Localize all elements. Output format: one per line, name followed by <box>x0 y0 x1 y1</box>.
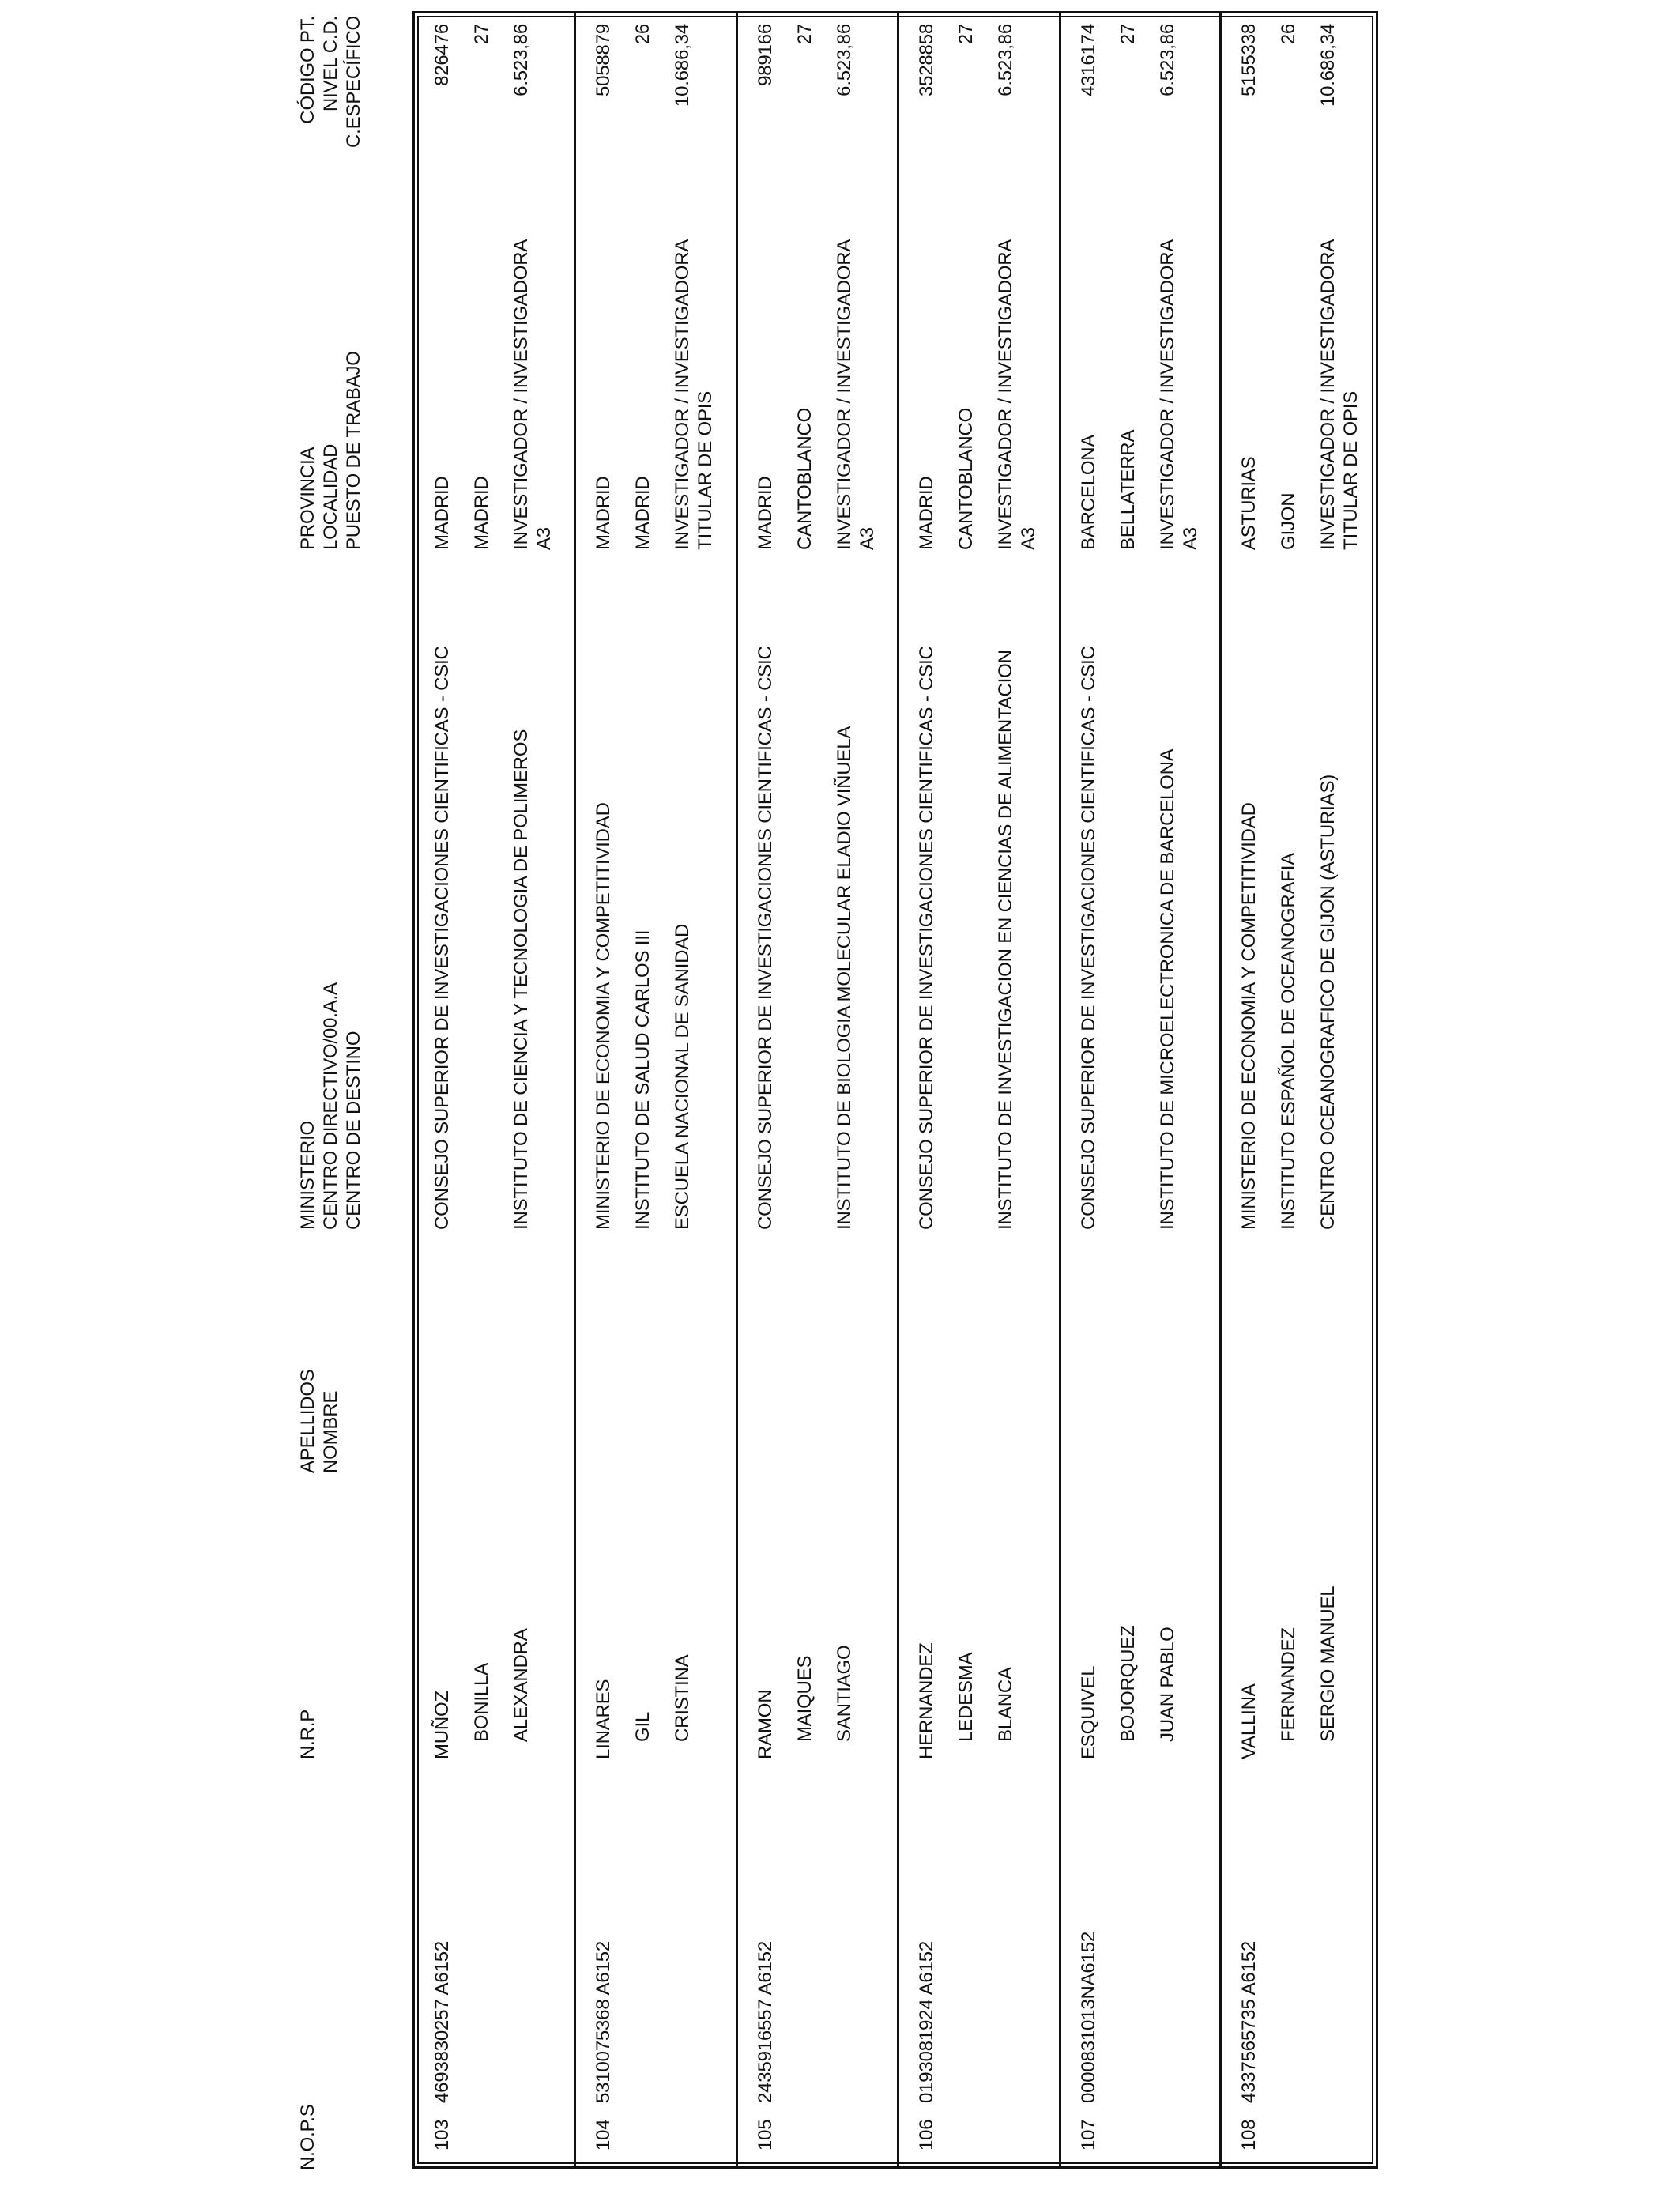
record-nombre: BLANCA <box>995 1667 1016 1742</box>
record-nombre: JUAN PABLO <box>1157 1627 1178 1742</box>
record-puesto: INVESTIGADOR / INVESTIGADORA <box>1317 239 1339 550</box>
record-c-especifico: 10.686,34 <box>1317 24 1339 107</box>
record-puesto-line2: A3 <box>857 527 878 550</box>
record-c-especifico: 6.523,86 <box>995 24 1016 96</box>
record-codigo-pt: 5058879 <box>593 24 614 97</box>
record-localidad: BELLATERRA <box>1117 429 1139 550</box>
header-puesto: PUESTO DE TRABAJO <box>343 351 364 550</box>
header-localidad: LOCALIDAD <box>320 443 341 550</box>
record-nombre: SANTIAGO <box>834 1645 855 1742</box>
record-apellido1: ESQUIVEL <box>1078 1665 1099 1759</box>
record-ministerio: CONSEJO SUPERIOR DE INVESTIGACIONES CIENTIFICAS - CSIC <box>1078 646 1099 1230</box>
record-nombre: CRISTINA <box>672 1654 693 1742</box>
record-centro-destino: CENTRO OCEANOGRAFICO DE GIJON (ASTURIAS) <box>1317 774 1339 1230</box>
record-centro-destino: INSTITUTO DE BIOLOGIA MOLECULAR ELADIO VIÑUELA <box>834 726 855 1230</box>
row-divider <box>736 13 738 2167</box>
record-apellido1: VALLINA <box>1238 1683 1260 1759</box>
record-nops: 104 <box>593 2119 614 2151</box>
record-centro-destino: ESCUELA NACIONAL DE SANIDAD <box>672 923 693 1230</box>
record-apellido2: BOJORQUEZ <box>1117 1625 1139 1742</box>
record-nops: 105 <box>755 2119 776 2151</box>
record-provincia: BARCELONA <box>1078 434 1099 550</box>
record-puesto: INVESTIGADOR / INVESTIGADORA <box>510 239 532 550</box>
record-c-especifico: 6.523,86 <box>834 24 855 96</box>
header-provincia: PROVINCIA <box>297 447 318 550</box>
record-provincia: ASTURIAS <box>1238 456 1260 550</box>
header-nombre: NOMBRE <box>320 1390 341 1473</box>
record-apellido1: MUÑOZ <box>431 1691 453 1759</box>
header-nops: N.O.P.S <box>297 2104 318 2170</box>
record-centro-destino: INSTITUTO DE INVESTIGACION EN CIENCIAS DE ALIMENTACION <box>995 650 1016 1230</box>
record-puesto: INVESTIGADOR / INVESTIGADORA <box>834 239 855 550</box>
record-puesto-line2: A3 <box>1018 527 1039 550</box>
record-c-especifico: 6.523,86 <box>1157 24 1178 96</box>
record-localidad: CANTOBLANCO <box>794 407 816 550</box>
record-puesto-line2: TITULAR DE OPIS <box>1340 390 1362 550</box>
record-nrp: 4693830257 A6152 <box>431 1940 453 2103</box>
record-apellido2: BONILLA <box>471 1663 492 1742</box>
record-apellido1: LINARES <box>593 1679 614 1759</box>
record-nivel-cd: 27 <box>794 24 816 45</box>
record-nops: 108 <box>1238 2119 1260 2151</box>
row-divider <box>897 13 899 2167</box>
record-puesto: INVESTIGADOR / INVESTIGADORA <box>1157 239 1178 550</box>
record-c-especifico: 6.523,86 <box>510 24 532 96</box>
record-codigo-pt: 3528858 <box>916 24 937 97</box>
header-centro-directivo: CENTRO DIRECTIVO/00.A.A <box>320 982 341 1230</box>
row-divider <box>1219 13 1222 2167</box>
record-nivel-cd: 27 <box>1117 24 1139 45</box>
record-nivel-cd: 27 <box>471 24 492 45</box>
record-puesto-line2: A3 <box>1180 527 1201 550</box>
record-nrp: 4337565735 A6152 <box>1238 1940 1260 2103</box>
record-nivel-cd: 27 <box>955 24 977 45</box>
record-nops: 106 <box>916 2119 937 2151</box>
header-codigo-pt: CÓDIGO PT. <box>297 16 318 124</box>
record-apellido2: MAIQUES <box>794 1655 816 1742</box>
record-centro-destino: INSTITUTO DE CIENCIA Y TECNOLOGIA DE POLIMEROS <box>510 729 532 1230</box>
record-nivel-cd: 26 <box>1278 24 1299 45</box>
record-nrp: 0193081924 A6152 <box>916 1940 937 2103</box>
record-c-especifico: 10.686,34 <box>672 24 693 107</box>
record-nops: 107 <box>1078 2119 1099 2151</box>
record-codigo-pt: 4316174 <box>1078 24 1099 97</box>
record-puesto: INVESTIGADOR / INVESTIGADORA <box>672 239 693 550</box>
record-puesto-line2: TITULAR DE OPIS <box>695 390 716 550</box>
header-nivel-cd: NIVEL C.D. <box>320 16 341 112</box>
record-apellido2: FERNANDEZ <box>1278 1627 1299 1742</box>
record-provincia: MADRID <box>755 476 776 550</box>
record-ministerio: MINISTERIO DE ECONOMIA Y COMPETITIVIDAD <box>593 802 614 1230</box>
record-nops: 103 <box>431 2119 453 2151</box>
record-nrp: 2435916557 A6152 <box>755 1940 776 2103</box>
record-centro-destino: INSTITUTO DE MICROELECTRONICA DE BARCELONA <box>1157 748 1178 1230</box>
record-codigo-pt: 989166 <box>755 24 776 86</box>
record-codigo-pt: 826476 <box>431 24 453 86</box>
header-c-especifico: C.ESPECÍFICO <box>343 16 364 148</box>
record-apellido2: GIL <box>632 1711 654 1742</box>
record-provincia: MADRID <box>431 476 453 550</box>
record-provincia: MADRID <box>593 476 614 550</box>
record-apellido1: RAMON <box>755 1689 776 1759</box>
record-puesto: INVESTIGADOR / INVESTIGADORA <box>995 239 1016 550</box>
record-ministerio: CONSEJO SUPERIOR DE INVESTIGACIONES CIENTIFICAS - CSIC <box>431 646 453 1230</box>
header-apellidos: APELLIDOS <box>297 1369 318 1473</box>
record-nrp: 0000831013NA6152 <box>1078 1931 1099 2103</box>
record-codigo-pt: 5155338 <box>1238 24 1260 97</box>
record-ministerio: CONSEJO SUPERIOR DE INVESTIGACIONES CIENTIFICAS - CSIC <box>755 646 776 1230</box>
table-frame-inner <box>417 16 1373 2164</box>
record-nombre: ALEXANDRA <box>510 1628 532 1742</box>
record-provincia: MADRID <box>916 476 937 550</box>
record-ministerio: CONSEJO SUPERIOR DE INVESTIGACIONES CIENTIFICAS - CSIC <box>916 646 937 1230</box>
record-puesto-line2: A3 <box>533 527 555 550</box>
record-localidad: CANTOBLANCO <box>955 407 977 550</box>
record-localidad: GIJON <box>1278 492 1299 550</box>
row-divider <box>1059 13 1061 2167</box>
record-centro-directivo: INSTITUTO ESPAÑOL DE OCEANOGRAFIA <box>1278 852 1299 1230</box>
record-apellido2: LEDESMA <box>955 1652 977 1742</box>
header-nrp: N.R.P <box>297 1709 318 1759</box>
record-ministerio: MINISTERIO DE ECONOMIA Y COMPETITIVIDAD <box>1238 802 1260 1230</box>
record-nrp: 5310075368 A6152 <box>593 1940 614 2103</box>
record-nivel-cd: 26 <box>632 24 654 45</box>
header-ministerio: MINISTERIO <box>297 1120 318 1230</box>
record-apellido1: HERNANDEZ <box>916 1642 937 1759</box>
record-centro-directivo: INSTITUTO DE SALUD CARLOS III <box>632 929 654 1230</box>
header-centro-destino: CENTRO DE DESTINO <box>343 1031 364 1230</box>
record-localidad: MADRID <box>632 476 654 550</box>
record-nombre: SERGIO MANUEL <box>1317 1585 1339 1742</box>
record-localidad: MADRID <box>471 476 492 550</box>
row-divider <box>574 13 576 2167</box>
